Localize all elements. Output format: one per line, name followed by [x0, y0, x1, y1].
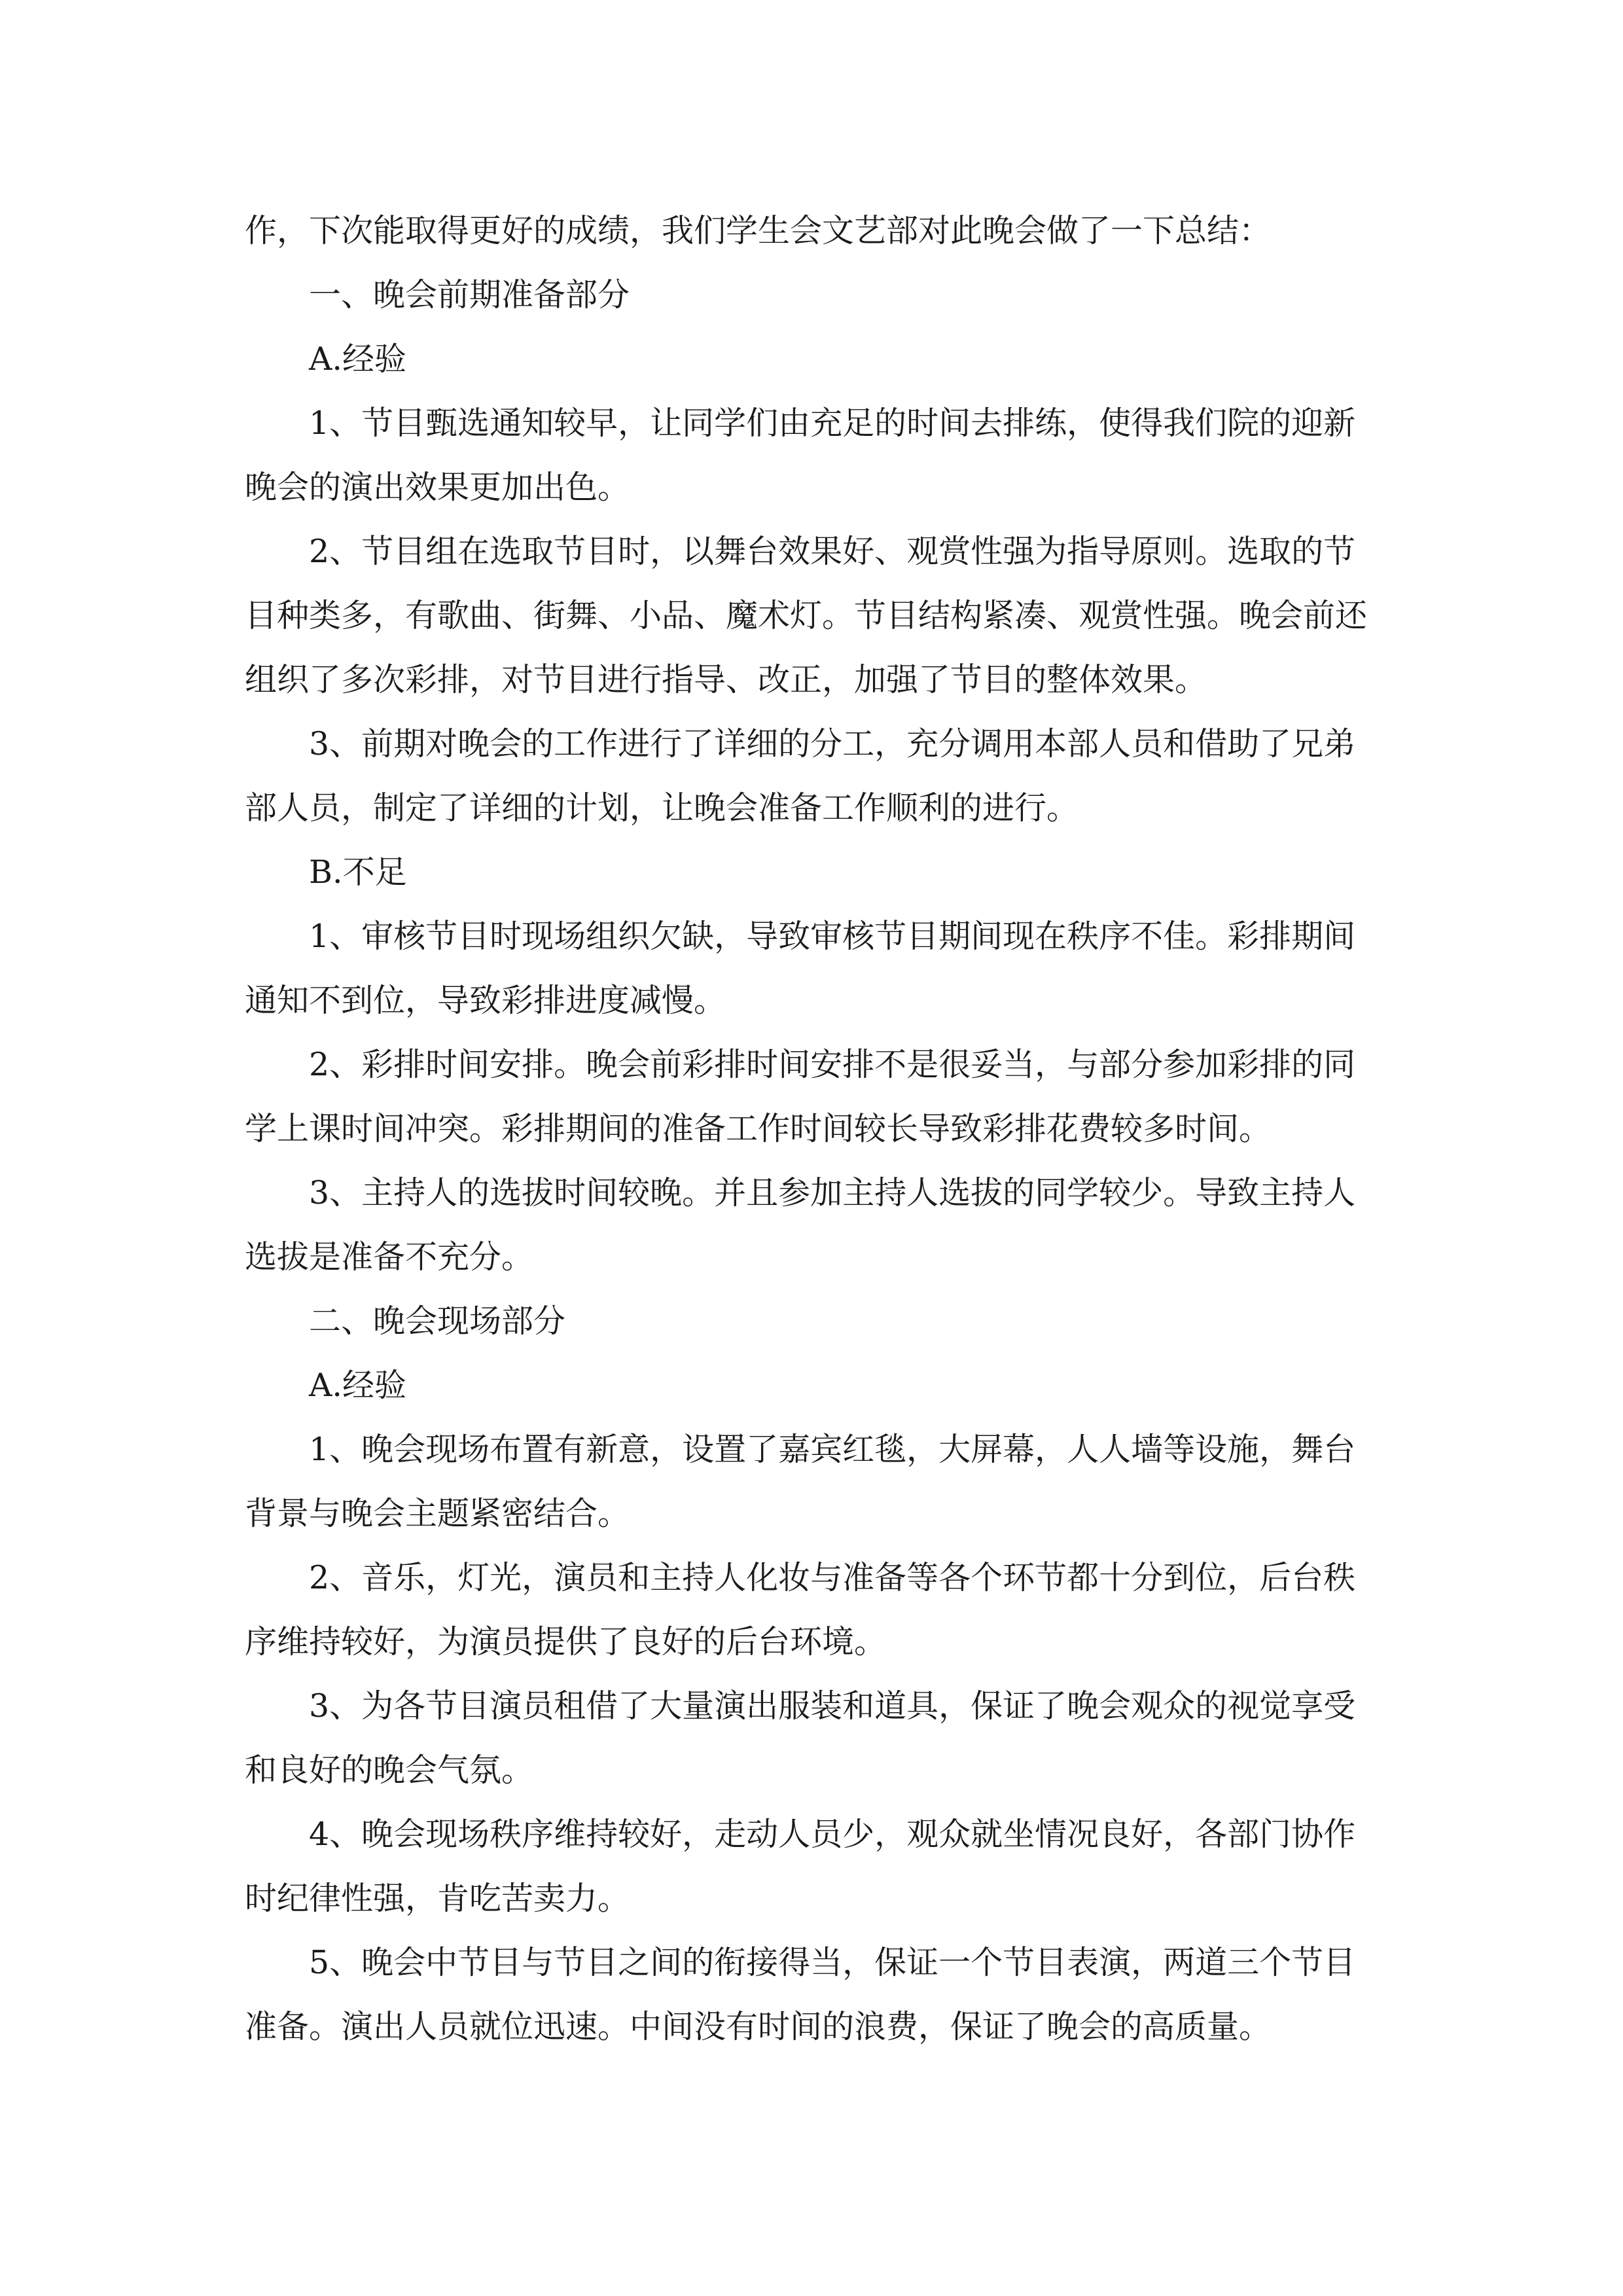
text-line: 3、前期对晚会的工作进行了详细的分工，充分调用本部人员和借助了兄弟 [309, 725, 1356, 762]
text-line: 晚会的演出效果更加出色。 [245, 469, 630, 506]
text-line: 作，下次能取得更好的成绩，我们学生会文艺部对此晚会做了一下总结： [245, 212, 1272, 249]
text-line: 时纪律性强，肯吃苦卖力。 [245, 1880, 630, 1917]
text-line: 5、晚会中节目与节目之间的衔接得当，保证一个节目表演，两道三个节目 [309, 1944, 1356, 1981]
text-line: 2、节目组在选取节目时，以舞台效果好、观赏性强为指导原则。选取的节 [309, 533, 1356, 570]
text-line: 背景与晚会主题紧密结合。 [245, 1495, 630, 1532]
text-line: 部人员，制定了详细的计划，让晚会准备工作顺利的进行。 [245, 789, 1079, 827]
text-line: 1、晚会现场布置有新意，设置了嘉宾红毯，大屏幕，人人墙等设施，舞台 [309, 1431, 1356, 1468]
text-line: 2、彩排时间安排。晚会前彩排时间安排不是很妥当，与部分参加彩排的同 [309, 1046, 1356, 1083]
text-line: 学上课时间冲突。彩排期间的准备工作时间较长导致彩排花费较多时间。 [245, 1110, 1272, 1147]
section-heading: 一、晚会前期准备部分 [309, 276, 630, 314]
text-line: 目种类多，有歌曲、街舞、小品、魔术灯。节目结构紧凑、观赏性强。晚会前还 [245, 597, 1368, 634]
text-line: 通知不到位，导致彩排进度减慢。 [245, 982, 726, 1019]
text-line: 1、节目甄选通知较早，让同学们由充足的时间去排练，使得我们院的迎新 [309, 404, 1356, 442]
text-line: 2、音乐，灯光，演员和主持人化妆与准备等各个环节都十分到位，后台秩 [309, 1559, 1356, 1596]
subsection-heading: A.经验 [309, 340, 406, 378]
text-line: 选拔是准备不充分。 [245, 1238, 534, 1276]
text-line: 1、审核节目时现场组织欠缺，导致审核节目期间现在秩序不佳。彩排期间 [309, 918, 1356, 955]
text-line: 序维持较好，为演员提供了良好的后台环境。 [245, 1623, 887, 1660]
text-line: 4、晚会现场秩序维持较好，走动人员少，观众就坐情况良好，各部门协作 [309, 1816, 1356, 1853]
text-line: 组织了多次彩排，对节目进行指导、改正，加强了节目的整体效果。 [245, 661, 1207, 698]
subsection-heading: B.不足 [309, 853, 407, 891]
subsection-heading: A.经验 [309, 1367, 406, 1404]
text-line: 3、主持人的选拔时间较晚。并且参加主持人选拔的同学较少。导致主持人 [309, 1174, 1356, 1211]
text-line: 准备。演出人员就位迅速。中间没有时间的浪费，保证了晚会的高质量。 [245, 2008, 1272, 2045]
document-body [245, 199, 1381, 2059]
text-line: 和良好的晚会气氛。 [245, 1751, 534, 1789]
text-line: 3、为各节目演员租借了大量演出服装和道具，保证了晚会观众的视觉享受 [309, 1687, 1356, 1725]
section-heading: 二、晚会现场部分 [309, 1302, 566, 1340]
